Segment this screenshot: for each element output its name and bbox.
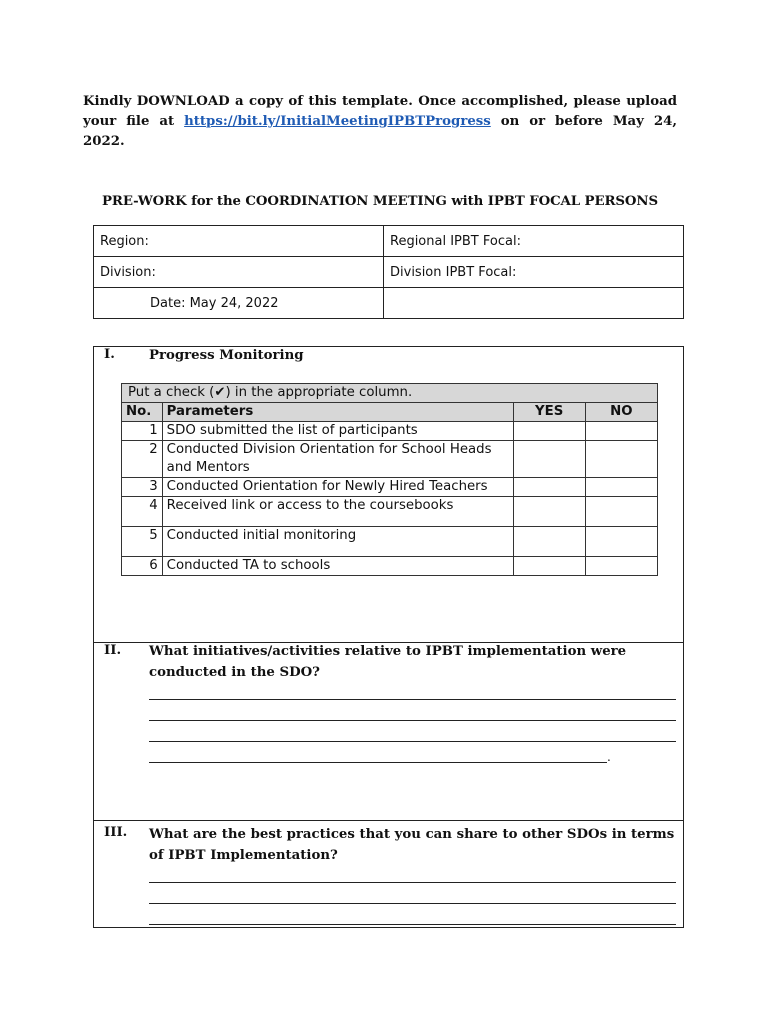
yes-check-cell[interactable]	[513, 497, 585, 527]
header-info-table	[93, 225, 684, 319]
col-header-yes: YES	[513, 403, 585, 422]
table-row	[122, 527, 658, 557]
section-divider	[93, 820, 684, 821]
no-check-cell[interactable]	[585, 422, 657, 441]
form-title: PRE-WORK for the COORDINATION MEETING with IPBT FOCAL PERSONS	[102, 194, 658, 209]
row-number: 3	[122, 478, 163, 497]
no-check-cell[interactable]	[585, 478, 657, 497]
answer-line[interactable]	[149, 699, 676, 700]
col-header-no-answer: NO	[585, 403, 657, 422]
no-check-cell[interactable]	[585, 441, 657, 478]
section3-number: III.	[104, 825, 128, 840]
row-parameter: Conducted TA to schools	[162, 557, 513, 576]
answer-line[interactable]	[149, 741, 676, 742]
row-parameter: SDO submitted the list of participants	[162, 422, 513, 441]
regional-focal-field[interactable]: Regional IPBT Focal:	[384, 226, 684, 257]
row-number: 2	[122, 441, 163, 478]
intro-paragraph	[83, 92, 677, 152]
table-row	[122, 441, 658, 478]
col-header-parameters: Parameters	[162, 403, 513, 422]
row-parameter: Conducted initial monitoring	[162, 527, 513, 557]
intro-text-after: on or before May 24, 2022.	[83, 114, 677, 149]
table-row	[122, 422, 658, 441]
yes-check-cell[interactable]	[513, 557, 585, 576]
instruction-row	[122, 384, 658, 403]
section1-title: Progress Monitoring	[149, 348, 304, 363]
col-header-no: No.	[122, 403, 163, 422]
header-row-division	[94, 257, 684, 288]
row-number: 4	[122, 497, 163, 527]
section1-number: I.	[104, 347, 115, 362]
region-field[interactable]: Region:	[94, 226, 384, 257]
row-parameter: Conducted Orientation for Newly Hired Teachers	[162, 478, 513, 497]
answer-end-mark: .	[607, 750, 611, 764]
row-number: 5	[122, 527, 163, 557]
row-parameter: Conducted Division Orientation for School Heads and Mentors	[162, 441, 513, 478]
upload-link[interactable]: https://bit.ly/InitialMeetingIPBTProgress	[184, 114, 491, 129]
row-number: 1	[122, 422, 163, 441]
yes-check-cell[interactable]	[513, 441, 585, 478]
progress-monitoring-table	[121, 383, 658, 576]
row-number: 6	[122, 557, 163, 576]
section3-title: What are the best practices that you can share to other SDOs in terms of IPBT Implementation?	[149, 827, 675, 863]
section2-title: What initiatives/activities relative to IPBT implementation were conducted in the SDO?	[149, 644, 627, 680]
answer-line[interactable]	[149, 720, 676, 721]
yes-check-cell[interactable]	[513, 478, 585, 497]
table-row	[122, 497, 658, 527]
row-parameter: Received link or access to the coursebooks	[162, 497, 513, 527]
header-row-date	[94, 288, 684, 319]
header-row-region	[94, 226, 684, 257]
division-field[interactable]: Division:	[94, 257, 384, 288]
answer-line[interactable]	[149, 903, 676, 904]
table-row	[122, 557, 658, 576]
section2-number: II.	[104, 643, 122, 658]
no-check-cell[interactable]	[585, 557, 657, 576]
empty-field[interactable]	[384, 288, 684, 319]
no-check-cell[interactable]	[585, 497, 657, 527]
intro-text-before: Kindly DOWNLOAD a copy of this template. Once accomplished, please upload your file at	[83, 94, 677, 129]
table-header-row	[122, 403, 658, 422]
division-focal-field[interactable]: Division IPBT Focal:	[384, 257, 684, 288]
answer-line[interactable]	[149, 762, 607, 763]
date-field: Date: May 24, 2022	[94, 288, 384, 319]
yes-check-cell[interactable]	[513, 422, 585, 441]
yes-check-cell[interactable]	[513, 527, 585, 557]
answer-line[interactable]	[149, 924, 676, 925]
instruction-text: Put a check (✔) in the appropriate column.	[122, 384, 658, 403]
answer-line[interactable]	[149, 882, 676, 883]
no-check-cell[interactable]	[585, 527, 657, 557]
table-row	[122, 478, 658, 497]
